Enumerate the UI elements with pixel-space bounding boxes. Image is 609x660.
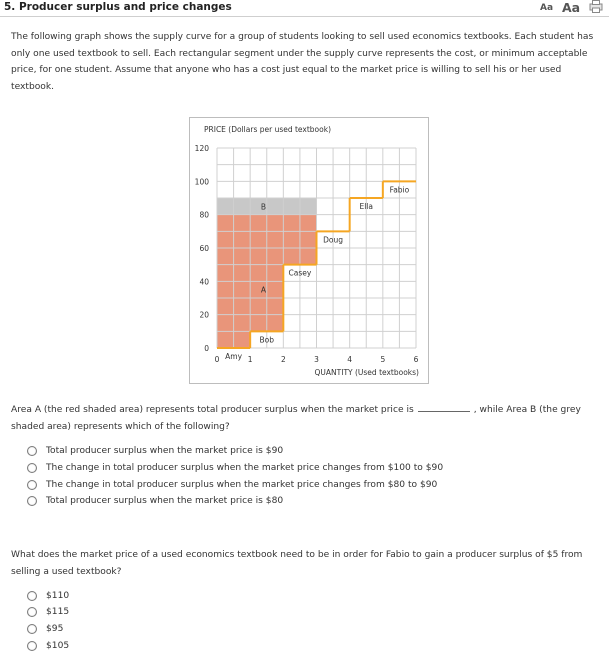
question2-option[interactable] bbox=[27, 622, 63, 636]
x-tick-label: 3 bbox=[314, 355, 319, 364]
radio-button[interactable] bbox=[27, 480, 37, 490]
question1-option[interactable] bbox=[27, 444, 283, 458]
y-tick-label: 100 bbox=[194, 177, 209, 187]
question1-text bbox=[11, 402, 606, 435]
y-tick-label: 40 bbox=[199, 277, 209, 287]
question2-option[interactable] bbox=[27, 605, 69, 619]
x-tick-label: 6 bbox=[413, 355, 419, 364]
option-label: $95 bbox=[46, 624, 64, 634]
question1-prefix: Area A (the red shaded area) represents total producer surplus when the market price is bbox=[11, 405, 414, 415]
option-label: The change in total producer surplus when the market price changes from $100 to $90 bbox=[46, 463, 444, 473]
radio-button[interactable] bbox=[27, 463, 37, 473]
question2-option[interactable] bbox=[27, 639, 69, 653]
y-tick-label: 80 bbox=[199, 210, 209, 220]
area-label-a: A bbox=[260, 285, 267, 295]
radio-button[interactable] bbox=[27, 446, 37, 456]
y-tick-label: 120 bbox=[194, 144, 209, 153]
supply-step-label: Ella bbox=[359, 202, 374, 211]
question1-option[interactable] bbox=[27, 478, 437, 492]
question1-option[interactable] bbox=[27, 461, 443, 475]
y-tick-label: 0 bbox=[204, 344, 209, 353]
question2-text: What does the market price of a used economics textbook need to be in order for Fabio to gain a producer surplus of $5 from selling a used textbook? bbox=[11, 550, 583, 577]
intro-paragraph: The following graph shows the supply curve for a group of students looking to sell used economics textbooks. Each student has only one used textbook to sell. Each rectangular segment under the supply curve represents the cost, or minimum acceptable price, for one student. Assume that anyone who has a cost just equal to the market price is willing to sell his or her used textbook. bbox=[11, 32, 594, 92]
font-size-large-button[interactable]: Aa bbox=[562, 0, 581, 15]
x-tick-label: 4 bbox=[347, 355, 353, 364]
x-axis-title: QUANTITY (Used textbooks) bbox=[314, 368, 419, 377]
supply-step-label: Fabio bbox=[389, 185, 410, 195]
option-label: The change in total producer surplus when the market price changes from $80 to $90 bbox=[46, 480, 438, 490]
option-label: $115 bbox=[46, 607, 70, 617]
print-icon[interactable] bbox=[589, 0, 603, 13]
supply-step-label: Bob bbox=[259, 335, 274, 345]
y-tick-label: 20 bbox=[199, 310, 209, 320]
area-label-b: B bbox=[260, 202, 267, 212]
radio-button[interactable] bbox=[27, 624, 37, 634]
option-label: $110 bbox=[46, 591, 70, 601]
question-title: 5. Producer surplus and price changes bbox=[4, 1, 232, 13]
radio-button[interactable] bbox=[27, 607, 37, 617]
supply-chart bbox=[189, 117, 429, 384]
option-label: $105 bbox=[46, 641, 70, 651]
question1-option[interactable] bbox=[27, 494, 283, 508]
y-axis-title: PRICE (Dollars per used textbook) bbox=[204, 125, 332, 134]
question-header bbox=[0, 0, 609, 17]
supply-step-label: Amy bbox=[225, 352, 243, 361]
question2-option[interactable] bbox=[27, 589, 69, 603]
supply-step-label: Casey bbox=[288, 268, 312, 278]
radio-button[interactable] bbox=[27, 496, 37, 506]
font-size-small-button[interactable]: Aa bbox=[540, 3, 554, 13]
option-label: Total producer surplus when the market price is $80 bbox=[46, 496, 284, 506]
price-blank-dropdown[interactable] bbox=[418, 402, 470, 412]
radio-button[interactable] bbox=[27, 641, 37, 651]
radio-button[interactable] bbox=[27, 591, 37, 601]
x-tick-label: 0 bbox=[214, 355, 220, 364]
supply-step-label: Doug bbox=[323, 235, 344, 245]
x-tick-label: 1 bbox=[247, 355, 253, 364]
x-tick-label: 5 bbox=[380, 355, 386, 364]
y-tick-label: 60 bbox=[199, 244, 209, 253]
x-tick-label: 2 bbox=[280, 355, 286, 364]
option-label: Total producer surplus when the market price is $90 bbox=[46, 446, 284, 456]
question1-suffix: , while Area B (the grey shaded area) represents which of the following? bbox=[11, 405, 581, 432]
supply-chart-svg bbox=[190, 118, 428, 383]
